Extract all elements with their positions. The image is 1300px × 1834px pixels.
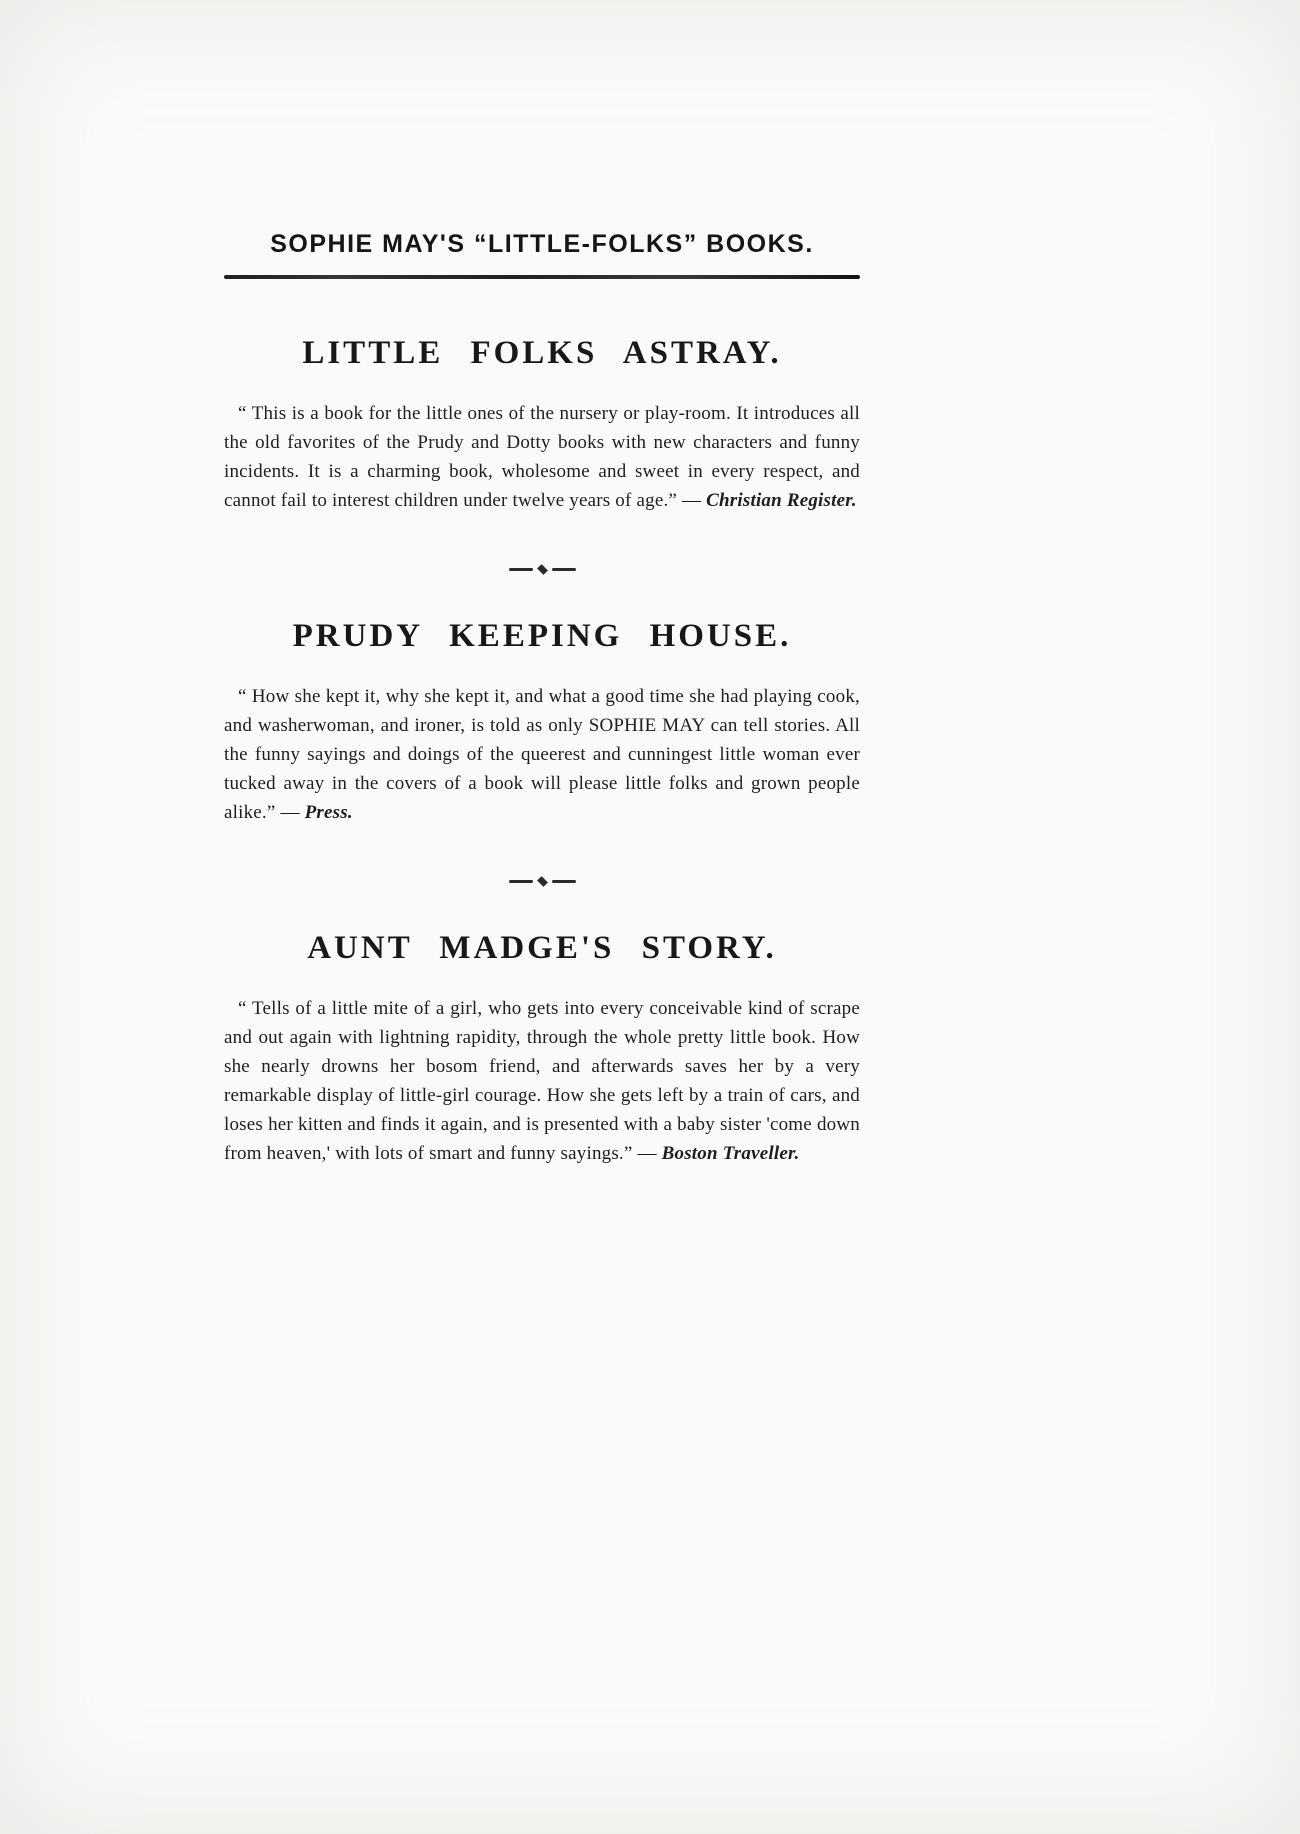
- attribution-dash: —: [677, 490, 707, 511]
- review-source: Boston Traveller.: [661, 1143, 800, 1164]
- attribution-dash: —: [632, 1143, 662, 1164]
- header-rule-divider: [224, 275, 860, 279]
- section-title-prudy-keeping-house: PRUDY KEEPING HOUSE.: [292, 618, 792, 654]
- ornament-line-left: [509, 880, 533, 883]
- review-quote: “ Tells of a little mite of a girl, who gets into every conceivable kind of scrape and out again with lightning rapidity, through the whole pretty little book. How she nearly drowns her bosom friend, and afterwards saves her by a very remarkable display of little-girl courage. How she gets left by a train of cars, and loses her kitten and finds it again, and is presented with a baby sister 'come down from heaven,' with lots of smart and funny sayings.”: [224, 998, 860, 1164]
- review-quote: “ This is a book for the little ones of the nursery or play-room. It introduces all the old favorites of the Prudy and Dotty books with new characters and funny incidents. It is a charming book, wholesome and sweet in every respect, and cannot fail to interest children under twelve years of age.”: [224, 403, 860, 511]
- review-paragraph: [224, 682, 860, 827]
- review-source: Christian Register.: [706, 490, 857, 511]
- divider-ornament-icon: [224, 565, 860, 574]
- review-paragraph: [224, 994, 860, 1168]
- ornament-diamond: [537, 564, 548, 575]
- section-title-aunt-madges-story: AUNT MADGE'S STORY.: [307, 930, 777, 966]
- page-column: [224, 230, 860, 1168]
- ornament-line-right: [552, 880, 576, 883]
- ornament-line-left: [509, 568, 533, 571]
- ornament-line-right: [552, 568, 576, 571]
- review-quote: “ How she kept it, why she kept it, and what a good time she had playing cook, and washerwoman, and ironer, is told as only SOPHIE MAY can tell stories. All the funny sayings and doings of the queerest and cunningest little woman ever tucked away in the covers of a book will please little folks and grown people alike.”: [224, 686, 860, 823]
- ornament-diamond: [537, 876, 548, 887]
- review-source: Press.: [304, 802, 353, 823]
- review-paragraph: [224, 399, 860, 515]
- series-header: SOPHIE MAY'S “LITTLE-FOLKS” BOOKS.: [270, 230, 814, 258]
- attribution-dash: —: [275, 802, 305, 823]
- divider-ornament-icon: [224, 877, 860, 886]
- section-title-little-folks-astray: LITTLE FOLKS ASTRAY.: [302, 335, 782, 371]
